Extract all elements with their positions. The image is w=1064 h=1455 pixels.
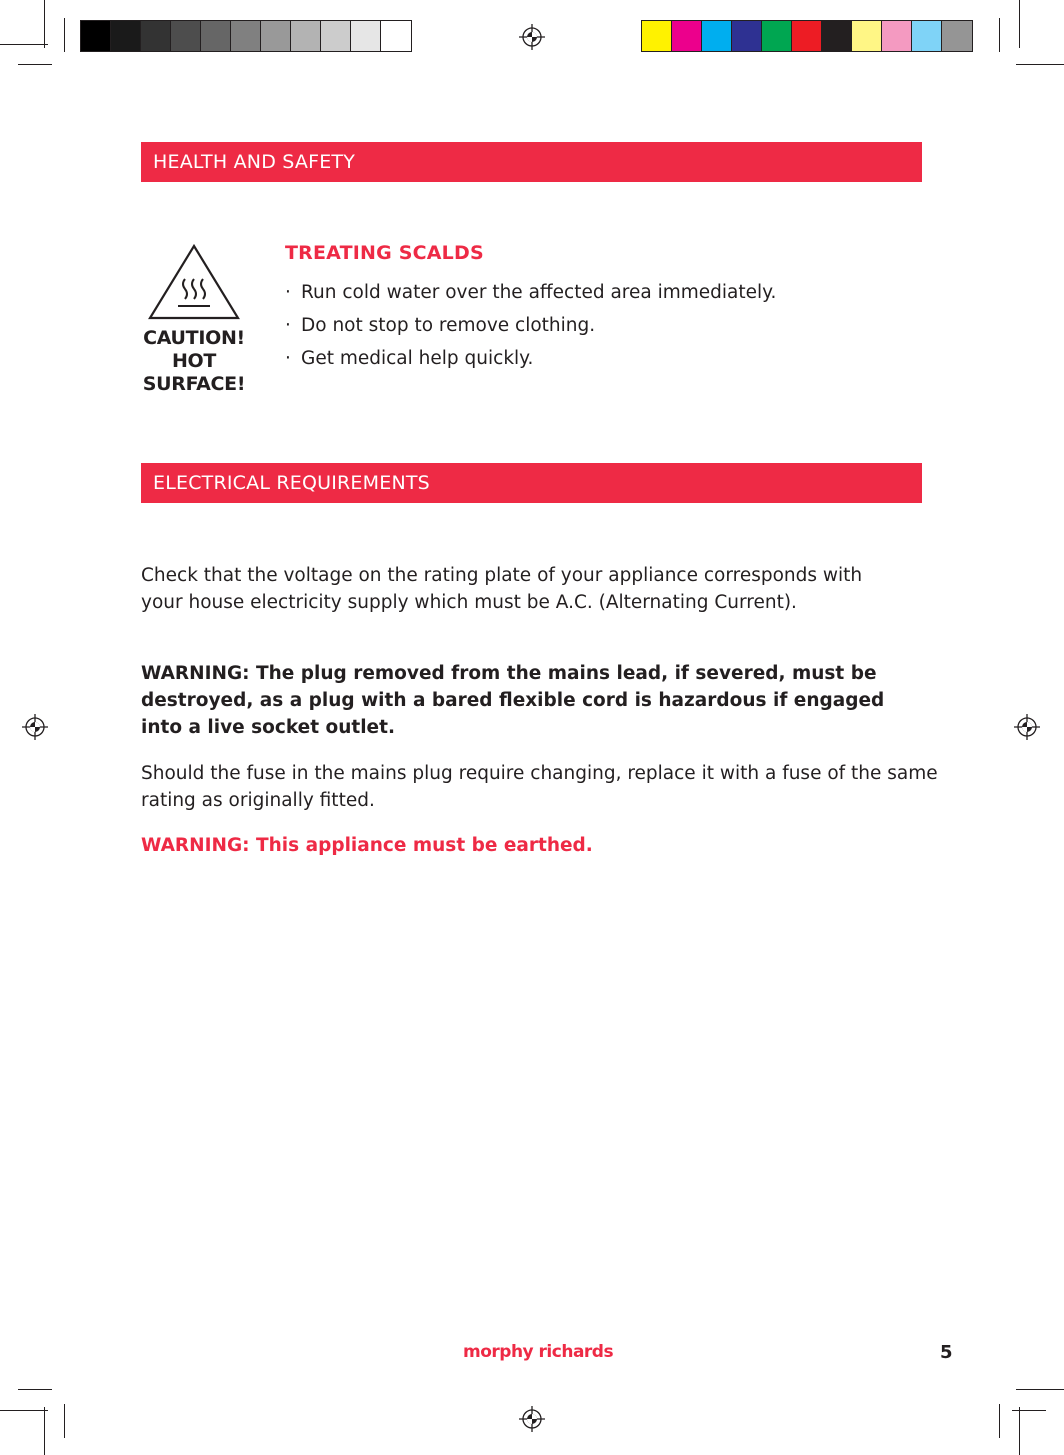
color-swatch (762, 21, 792, 51)
color-swatch (351, 21, 381, 51)
color-swatch (291, 21, 321, 51)
color-swatch (942, 21, 972, 51)
color-swatch (321, 21, 351, 51)
color-swatch (261, 21, 291, 51)
color-swatch (792, 21, 822, 51)
registration-mark-icon (22, 714, 48, 740)
list-item: · Get medical help quickly. (285, 348, 534, 369)
treating-scalds-title: TREATING SCALDS (285, 242, 484, 264)
hot-surface-warning-icon (147, 243, 241, 321)
caution-label: CAUTION! HOT SURFACE! (142, 327, 246, 395)
list-item: · Do not stop to remove clothing. (285, 315, 596, 336)
voltage-paragraph: Check that the voltage on the rating plate of your appliance corresponds with your house electricity supply which must be A.C. (Alternating Current). (141, 565, 863, 613)
process-color-bar (641, 20, 973, 52)
plug-warning-paragraph: WARNING: The plug removed from the mains lead, if severed, must be destroyed, as a plug with a bared flexible cord is hazardous if engaged into a live socket outlet. (141, 663, 885, 738)
color-swatch (381, 21, 411, 51)
color-swatch (111, 21, 141, 51)
color-swatch (822, 21, 852, 51)
color-swatch (852, 21, 882, 51)
color-swatch (231, 21, 261, 51)
fuse-paragraph: Should the fuse in the mains plug require changing, replace it with a fuse of the same rating as originally fitted. (141, 763, 938, 811)
page-number: 5 (940, 1342, 953, 1363)
color-swatch (702, 21, 732, 51)
registration-mark-icon (1014, 714, 1040, 740)
grayscale-color-bar (80, 20, 412, 52)
registration-mark-icon (519, 24, 545, 50)
list-item: · Run cold water over the affected area immediately. (285, 282, 777, 303)
color-swatch (882, 21, 912, 51)
brand-logo: morphy richards (463, 1342, 614, 1362)
color-swatch (732, 21, 762, 51)
color-swatch (672, 21, 702, 51)
scalds-list (285, 276, 776, 375)
color-swatch (912, 21, 942, 51)
earthed-warning: WARNING: This appliance must be earthed. (141, 835, 593, 856)
caution-block (138, 243, 250, 396)
health-safety-header: HEALTH AND SAFETY (141, 142, 922, 182)
color-swatch (81, 21, 111, 51)
registration-mark-icon (519, 1406, 545, 1432)
color-swatch (171, 21, 201, 51)
electrical-requirements-header: ELECTRICAL REQUIREMENTS (141, 463, 922, 503)
color-swatch (201, 21, 231, 51)
color-swatch (141, 21, 171, 51)
color-swatch (642, 21, 672, 51)
